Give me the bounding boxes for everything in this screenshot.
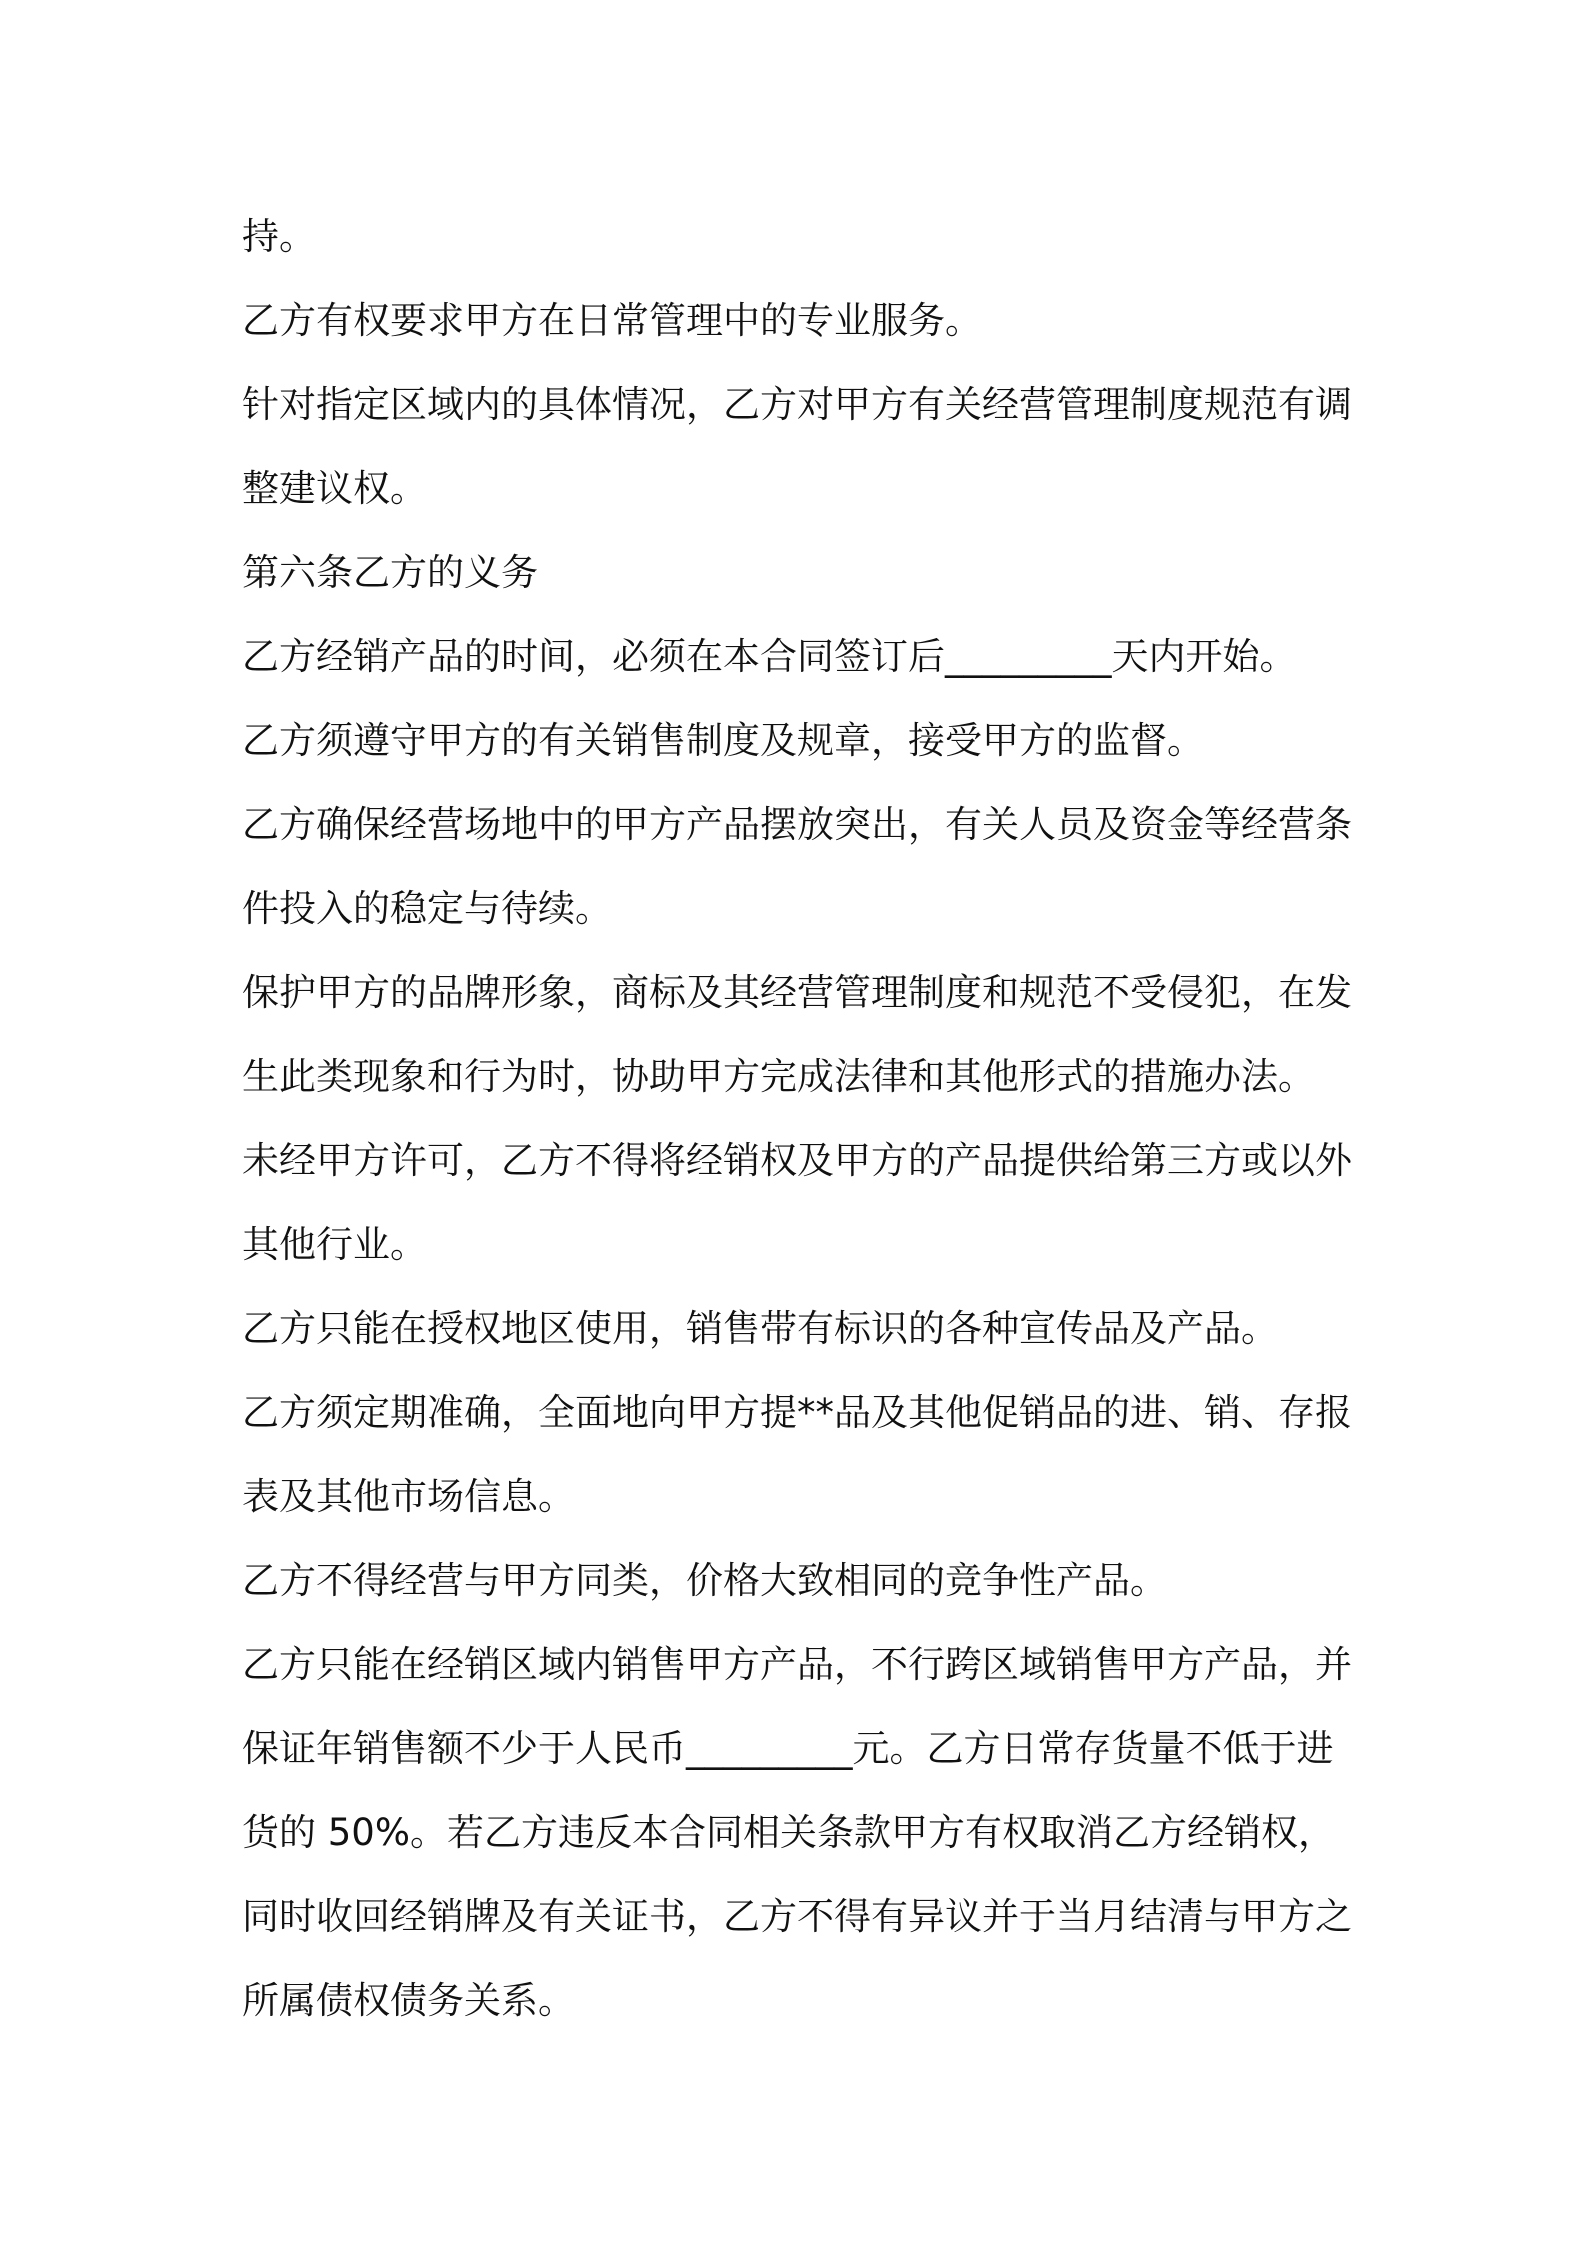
text-line: 同时收回经销牌及有关证书，乙方不得有异议并于当月结清与甲方之: [242, 1895, 1352, 1938]
text-line: 乙方只能在经销区域内销售甲方产品，不行跨区域销售甲方产品，并: [242, 1643, 1352, 1686]
text-line: 乙方确保经营场地中的甲方产品摆放突出，有关人员及资金等经营条: [242, 803, 1352, 846]
text-line: 乙方须遵守甲方的有关销售制度及规章，接受甲方的监督。: [242, 719, 1204, 762]
text-line: 件投入的稳定与待续。: [242, 887, 612, 930]
text-line: 持。: [242, 215, 316, 258]
text-line: 生此类现象和行为时，协助甲方完成法律和其他形式的措施办法。: [242, 1055, 1315, 1098]
section-heading: 第六条乙方的义务: [242, 551, 538, 594]
text-line: 乙方有权要求甲方在日常管理中的专业服务。: [242, 299, 982, 342]
text-line: 针对指定区域内的具体情况，乙方对甲方有关经营管理制度规范有调: [242, 383, 1352, 426]
text-line: 未经甲方许可，乙方不得将经销权及甲方的产品提供给第三方或以外: [242, 1139, 1352, 1182]
text-line: 整建议权。: [242, 467, 427, 510]
text-line: 所属债权债务关系。: [242, 1979, 575, 2022]
text-line: 其他行业。: [242, 1223, 427, 1266]
text-line: 货的 50%。若乙方违反本合同相关条款甲方有权取消乙方经销权，: [242, 1811, 1335, 1854]
text-line: 乙方只能在授权地区使用，销售带有标识的各种宣传品及产品。: [242, 1307, 1278, 1350]
text-line: 保护甲方的品牌形象，商标及其经营管理制度和规范不受侵犯，在发: [242, 971, 1352, 1014]
text-line: 乙方不得经营与甲方同类，价格大致相同的竞争性产品。: [242, 1559, 1167, 1602]
contract-text: [242, 195, 1362, 2043]
text-line: 乙方经销产品的时间，必须在本合同签订后_________天内开始。: [242, 635, 1297, 678]
text-line: 乙方须定期准确，全面地向甲方提**品及其他促销品的进、销、存报: [242, 1391, 1352, 1434]
text-line: 表及其他市场信息。: [242, 1475, 575, 1518]
text-line: 保证年销售额不少于人民币_________元。乙方日常存货量不低于进: [242, 1727, 1334, 1770]
